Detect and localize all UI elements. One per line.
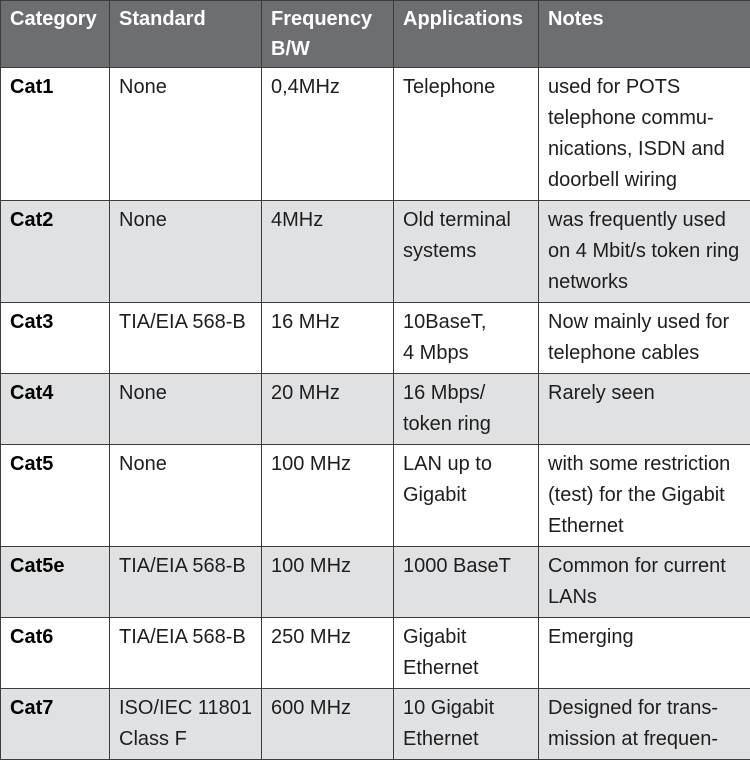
cell-text: networks [548,267,742,298]
applications-cell [394,445,539,547]
table-row [1,547,750,618]
table-row [1,374,750,445]
cell-text: Ethernet [548,511,742,542]
cell-text: Common for current [548,551,742,582]
cell-text: 10 Gigabit [403,693,530,724]
standard-cell [110,547,262,618]
cell-text: doorbell wiring [548,165,742,196]
table-row [1,618,750,689]
notes-cell [539,618,750,689]
table-body [1,68,750,760]
cell-text: 16 MHz [271,307,385,338]
cell-text: Old terminal [403,205,530,236]
cell-text: Rarely seen [548,378,742,409]
cell-text: used for POTS [548,72,742,103]
table-row [1,201,750,303]
header-frequency [262,1,394,68]
standard-cell [110,68,262,201]
notes-cell [539,445,750,547]
cell-text: nications, ISDN and [548,134,742,165]
frequency-cell [262,445,394,547]
category-cell: Cat5e [1,547,110,618]
cell-text: None [119,205,253,236]
cell-text: LANs [548,582,742,613]
frequency-cell [262,303,394,374]
cell-text: None [119,378,253,409]
table-header [1,1,750,68]
header-standard [110,1,262,68]
header-applications [394,1,539,68]
cell-text: Gigabit [403,480,530,511]
header-text: Notes [548,4,742,34]
cell-text: 250 MHz [271,622,385,653]
cell-text: with some restriction [548,449,742,480]
cell-text: token ring [403,409,530,440]
category-cell: Cat3 [1,303,110,374]
notes-cell [539,689,750,760]
frequency-cell [262,374,394,445]
applications-cell [394,689,539,760]
cell-text: Emerging [548,622,742,653]
standard-cell [110,618,262,689]
category-cell: Cat7 [1,689,110,760]
cell-text: Designed for trans- [548,693,742,724]
applications-cell [394,303,539,374]
table-row [1,445,750,547]
table-row [1,689,750,760]
standard-cell [110,445,262,547]
category-cell: Cat2 [1,201,110,303]
category-cell: Cat6 [1,618,110,689]
category-cell: Cat4 [1,374,110,445]
cell-text: telephone commu- [548,103,742,134]
cell-text: Gigabit [403,622,530,653]
standard-cell [110,201,262,303]
applications-cell [394,68,539,201]
header-row [1,1,750,68]
table-row [1,68,750,201]
cell-text: 20 MHz [271,378,385,409]
header-text: B/W [271,34,385,64]
standard-cell [110,374,262,445]
cell-text: 4 Mbps [403,338,530,369]
applications-cell [394,201,539,303]
cell-text: 100 MHz [271,449,385,480]
category-cell: Cat1 [1,68,110,201]
cell-text: 4MHz [271,205,385,236]
header-text: Standard [119,4,253,34]
applications-cell [394,618,539,689]
cell-text: Ethernet [403,653,530,684]
category-cell: Cat5 [1,445,110,547]
cell-text: None [119,449,253,480]
cell-text: 0,4MHz [271,72,385,103]
frequency-cell [262,547,394,618]
notes-cell [539,303,750,374]
header-text: Applications [403,4,530,34]
header-category [1,1,110,68]
header-notes [539,1,750,68]
cell-text: 600 MHz [271,693,385,724]
frequency-cell [262,689,394,760]
standard-cell [110,303,262,374]
cell-text: Telephone [403,72,530,103]
header-text: Category [10,4,101,34]
cell-text: (test) for the Gigabit [548,480,742,511]
cell-text: Now mainly used for [548,307,742,338]
frequency-cell [262,618,394,689]
notes-cell [539,374,750,445]
cell-text: Class F [119,724,253,755]
cell-text: 1000 BaseT [403,551,530,582]
cell-text: systems [403,236,530,267]
header-text: Frequency [271,4,385,34]
notes-cell [539,68,750,201]
cell-text: None [119,72,253,103]
table-row [1,303,750,374]
cell-text: on 4 Mbit/s token ring [548,236,742,267]
cell-text: 100 MHz [271,551,385,582]
cell-text: TIA/EIA 568-B [119,622,253,653]
cell-text: was frequently used [548,205,742,236]
cell-text: ISO/IEC 11801 [119,693,253,724]
cell-text: 16 Mbps/ [403,378,530,409]
notes-cell [539,201,750,303]
applications-cell [394,547,539,618]
cell-text: mission at frequen- [548,724,742,755]
frequency-cell [262,68,394,201]
cell-text: 10BaseT, [403,307,530,338]
cell-text: LAN up to [403,449,530,480]
applications-cell [394,374,539,445]
standard-cell [110,689,262,760]
cell-text: Ethernet [403,724,530,755]
notes-cell [539,547,750,618]
frequency-cell [262,201,394,303]
cell-text: TIA/EIA 568-B [119,307,253,338]
cell-text: telephone cables [548,338,742,369]
cell-text: TIA/EIA 568-B [119,551,253,582]
